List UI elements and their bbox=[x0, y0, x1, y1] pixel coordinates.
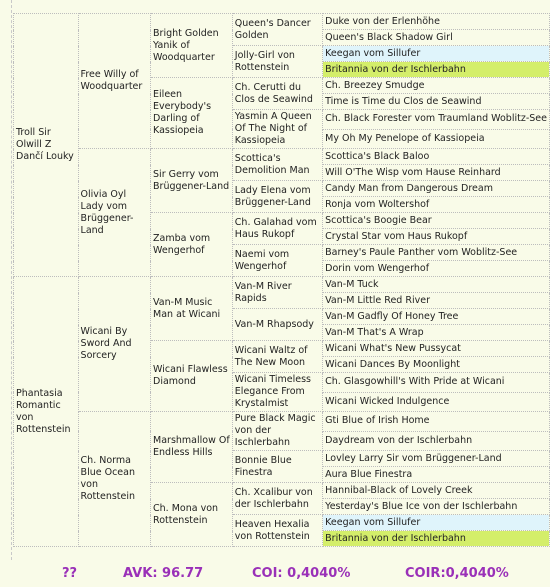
ancestor-gen5[interactable]: Duke von der Erlenhöhe bbox=[323, 14, 550, 30]
ancestor-gen3[interactable]: Bright Golden Yanik of Woodquarter bbox=[151, 14, 233, 78]
ancestor-gen4[interactable]: Ch. Galahad vom Haus Rukopf bbox=[232, 213, 322, 245]
ancestor-gen5[interactable]: Queen's Black Shadow Girl bbox=[323, 30, 550, 46]
ancestor-gen5[interactable]: Dorin vom Wengerhof bbox=[323, 261, 550, 277]
ancestor-gen5[interactable]: Candy Man from Dangerous Dream bbox=[323, 181, 550, 197]
pedigree-row bbox=[14, 14, 550, 30]
ancestor-gen5[interactable]: Keegan vom Sillufer bbox=[323, 46, 550, 62]
ancestor-gen5[interactable]: Yesterday's Blue Ice von der Ischlerbahn bbox=[323, 499, 550, 515]
ancestor-gen5[interactable]: Will O'The Wisp vom Hause Reinhard bbox=[323, 165, 550, 181]
ancestor-gen4[interactable]: Ch. Xcalibur von der Ischlerbahn bbox=[232, 483, 322, 515]
ancestor-gen4[interactable]: Scottica's Demolition Man bbox=[232, 149, 322, 181]
ancestor-gen3[interactable]: Wicani Flawless Diamond bbox=[151, 341, 233, 412]
ancestor-gen2[interactable]: Ch. Norma Blue Ocean von Rottenstein bbox=[78, 412, 150, 547]
ancestor-gen3[interactable]: Marshmallow Of Endless Hills bbox=[151, 412, 233, 483]
ancestor-gen4[interactable]: Queen's Dancer Golden bbox=[232, 14, 322, 46]
ancestor-gen4[interactable]: Van-M River Rapids bbox=[232, 277, 322, 309]
ancestor-gen5[interactable]: Hannibal-Black of Lovely Creek bbox=[323, 483, 550, 499]
ancestor-gen5[interactable]: Daydream von der Ischlerbahn bbox=[323, 431, 550, 451]
ancestor-gen5[interactable]: Ch. Black Forester vom Traumland Woblitz-See bbox=[323, 110, 550, 130]
coir-value: COIR:0,4040% bbox=[405, 566, 509, 581]
ancestor-gen5[interactable]: Barney's Paule Panther vom Woblitz-See bbox=[323, 245, 550, 261]
pedigree-row bbox=[14, 149, 550, 165]
ancestor-gen5[interactable]: Aura Blue Finestra bbox=[323, 467, 550, 483]
ancestor-gen5[interactable]: Wicani What's New Pussycat bbox=[323, 341, 550, 357]
ancestor-gen5[interactable]: Lovley Larry Sir vom Brüggener-Land bbox=[323, 451, 550, 467]
ancestor-gen5[interactable]: Wicani Dances By Moonlight bbox=[323, 357, 550, 373]
ancestor-gen3[interactable]: Zamba vom Wengerhof bbox=[151, 213, 233, 277]
ancestor-gen5[interactable]: Britannia von der Ischlerbahn bbox=[323, 531, 550, 547]
ancestor-gen4[interactable]: Bonnie Blue Finestra bbox=[232, 451, 322, 483]
ancestor-gen5[interactable]: My Oh My Penelope of Kassiopeia bbox=[323, 129, 550, 149]
ancestor-gen5[interactable]: Ch. Glasgowhill's With Pride at Wicani bbox=[323, 373, 550, 393]
ancestor-gen4[interactable]: Naemi vom Wengerhof bbox=[232, 245, 322, 277]
ancestor-gen5[interactable]: Gti Blue of Irish Home bbox=[323, 412, 550, 432]
unknown-ancestors-link[interactable]: ?? bbox=[62, 566, 78, 581]
ancestor-gen4[interactable]: Heaven Hexalia von Rottenstein bbox=[232, 515, 322, 547]
ancestor-gen4[interactable]: Ch. Cerutti du Clos de Seawind bbox=[232, 78, 322, 110]
pedigree-row bbox=[14, 277, 550, 293]
pedigree-table bbox=[13, 13, 550, 547]
left-rail bbox=[0, 0, 12, 560]
avk-value: AVK: 96.77 bbox=[123, 566, 204, 581]
ancestor-gen5[interactable]: Ch. Breezey Smudge bbox=[323, 78, 550, 94]
ancestor-gen4[interactable]: Wicani Timeless Elegance From Krystalmist bbox=[232, 373, 322, 412]
ancestor-gen5[interactable]: Keegan vom Sillufer bbox=[323, 515, 550, 531]
ancestor-gen1[interactable]: Phantasia Romantic von Rottenstein bbox=[14, 277, 79, 547]
pedigree-row bbox=[14, 412, 550, 432]
ancestor-gen1[interactable]: Troll Sir Olwill Z Dančí Louky bbox=[14, 14, 79, 277]
ancestor-gen3[interactable]: Van-M Music Man at Wicani bbox=[151, 277, 233, 341]
ancestor-gen5[interactable]: Ronja vom Woltershof bbox=[323, 197, 550, 213]
ancestor-gen5[interactable]: Scottica's Boogie Bear bbox=[323, 213, 550, 229]
ancestor-gen5[interactable]: Scottica's Black Baloo bbox=[323, 149, 550, 165]
ancestor-gen5[interactable]: Britannia von der Ischlerbahn bbox=[323, 62, 550, 78]
ancestor-gen5[interactable]: Crystal Star vom Haus Rukopf bbox=[323, 229, 550, 245]
ancestor-gen5[interactable]: Van-M That's A Wrap bbox=[323, 325, 550, 341]
ancestor-gen4[interactable]: Van-M Rhapsody bbox=[232, 309, 322, 341]
ancestor-gen4[interactable]: Lady Elena vom Brüggener-Land bbox=[232, 181, 322, 213]
ancestor-gen3[interactable]: Sir Gerry vom Brüggener-Land bbox=[151, 149, 233, 213]
ancestor-gen4[interactable]: Wicani Waltz of The New Moon bbox=[232, 341, 322, 373]
ancestor-gen4[interactable]: Pure Black Magic von der Ischlerbahn bbox=[232, 412, 322, 451]
ancestor-gen5[interactable]: Van-M Gadfly Of Honey Tree bbox=[323, 309, 550, 325]
ancestor-gen3[interactable]: Ch. Mona von Rottenstein bbox=[151, 483, 233, 547]
ancestor-gen5[interactable]: Van-M Tuck bbox=[323, 277, 550, 293]
ancestor-gen3[interactable]: Eileen Everybody's Darling of Kassiopeia bbox=[151, 78, 233, 149]
coi-value: COI: 0,4040% bbox=[252, 566, 351, 581]
ancestor-gen4[interactable]: Yasmin A Queen Of The Night of Kassiopeia bbox=[232, 110, 322, 149]
ancestor-gen2[interactable]: Wicani By Sword And Sorcery bbox=[78, 277, 150, 412]
ancestor-gen5[interactable]: Van-M Little Red River bbox=[323, 293, 550, 309]
ancestor-gen5[interactable]: Time is Time du Clos de Seawind bbox=[323, 94, 550, 110]
ancestor-gen4[interactable]: Jolly-Girl von Rottenstein bbox=[232, 46, 322, 78]
ancestor-gen5[interactable]: Wicani Wicked Indulgence bbox=[323, 392, 550, 412]
ancestor-gen2[interactable]: Olivia Oyl Lady vom Brüggener-Land bbox=[78, 149, 150, 277]
ancestor-gen2[interactable]: Free Willy of Woodquarter bbox=[78, 14, 150, 149]
stats-bar bbox=[0, 562, 550, 587]
